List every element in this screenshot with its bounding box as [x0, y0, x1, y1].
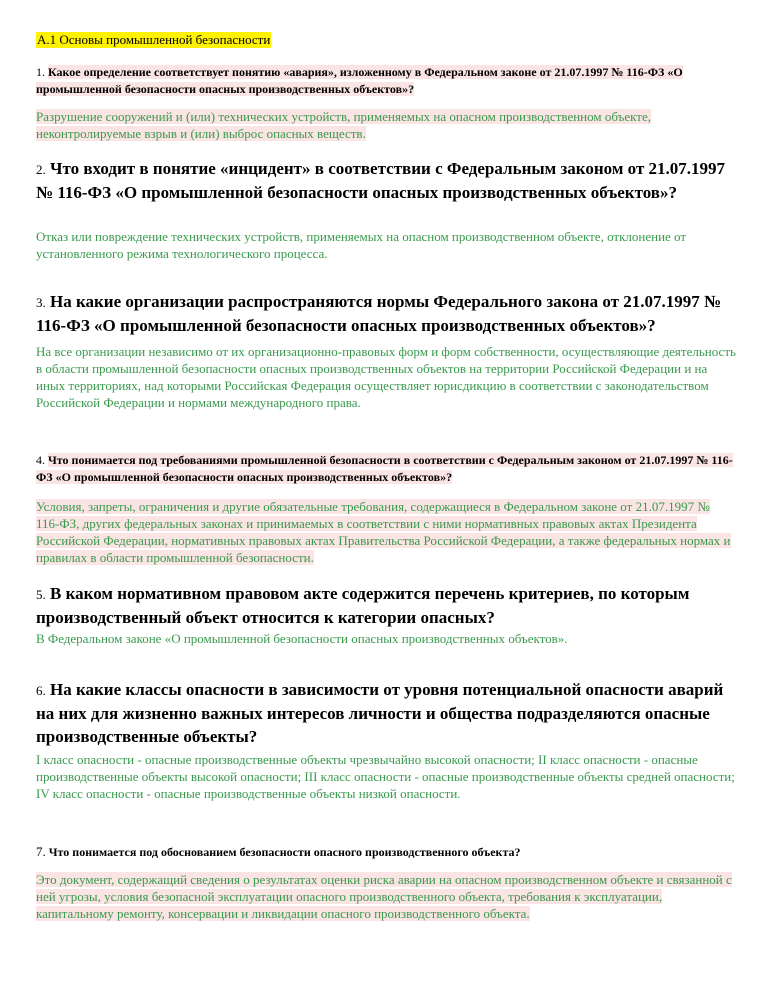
answer-text: I класс опасности - опасные производственные объекты чрезвычайно высокой опасности; II класс опасности - опасные производственные объекты высокой опасности; III класс опасности - опасные производственные объекты средней опасности; IV класс опасности - опасные производственные объекты низкой опасности.	[36, 752, 735, 801]
question-number: 7.	[36, 844, 46, 859]
question-number: 5.	[36, 587, 46, 602]
question-text: Что понимается под обоснованием безопасности опасного производственного объекта?	[48, 845, 521, 859]
answer-6	[36, 751, 736, 802]
question-text: В каком нормативном правовом акте содержится перечень критериев, по которым производственный объект относится к категории опасных?	[36, 584, 690, 627]
question-5	[36, 582, 736, 629]
question-number: 4.	[36, 453, 45, 467]
answer-text: На все организации независимо от их организационно-правовых форм и форм собственности, осуществляющие деятельность в области промышленной безопасности опасных производственных объектов на территории Российской Федерации и на иных территориях, над которыми Российская Федерация осуществляет юрисдикцию в соответствии с законодательством Российской Федерации и нормами международного права.	[36, 344, 736, 410]
answer-4	[36, 498, 736, 566]
answer-1	[36, 108, 736, 142]
answer-text: Разрушение сооружений и (или) технических устройств, применяемых на опасном производственном объекте, неконтролируемые взрыв и (или) выброс опасных веществ.	[36, 109, 651, 141]
question-2	[36, 157, 736, 204]
answer-text: Отказ или повреждение технических устройств, применяемых на опасном производственном объекте, отклонение от установленного режима технологического процесса.	[36, 229, 687, 261]
question-number: 3.	[36, 295, 46, 310]
question-text: Что входит в понятие «инцидент» в соответствии с Федеральным законом от 21.07.1997 № 116-ФЗ «О промышленной безопасности опасных производственных объектов»?	[36, 159, 726, 202]
answer-text: Это документ, содержащий сведения о результатах оценки риска аварии на опасном производственном объекте и связанной с ней угрозы, условия безопасной эксплуатации опасного производственного объекта, требования к эксплуатации, капитальному ремонту, консервации и ликвидации опасного производственного объекта.	[36, 872, 732, 921]
question-text: Что понимается под требованиями промышленной безопасности в соответствии с Федеральным законом от 21.07.1997 № 116-ФЗ «О промышленной безопасности опасных производственных объектов»?	[36, 453, 733, 484]
answer-7	[36, 871, 736, 922]
answer-5	[36, 630, 736, 647]
answer-text: В Федеральном законе «О промышленной безопасности опасных производственных объектов».	[36, 631, 568, 646]
section-title: А.1 Основы промышленной безопасности	[37, 32, 271, 47]
question-3	[36, 290, 736, 337]
answer-3	[36, 343, 736, 411]
answer-text: Условия, запреты, ограничения и другие обязательные требования, содержащиеся в Федеральном законе от 21.07.1997 № 116-ФЗ, других федеральных законах и принимаемых в соответствии с ними нормативных правовых актах Президента Российской Федерации, нормативных правовых актах Правительства Российской Федерации, а также федеральных нормах и правилах в области промышленной безопасности.	[36, 499, 731, 565]
question-1	[36, 64, 736, 98]
question-number: 6.	[36, 683, 46, 698]
question-number: 1.	[36, 65, 45, 79]
question-7	[36, 843, 736, 861]
question-text: На какие классы опасности в зависимости от уровня потенциальной опасности аварий на них для жизненно важных интересов личности и общества подразделяются опасные производственные объекты?	[36, 680, 724, 746]
question-4	[36, 452, 736, 486]
question-text: Какое определение соответствует понятию «авария», изложенному в Федеральном законе от 21.07.1997 № 116-ФЗ «О промышленной безопасности опасных производственных объектов»?	[36, 65, 683, 96]
answer-2	[36, 228, 736, 262]
question-number: 2.	[36, 162, 46, 177]
question-6	[36, 678, 736, 748]
question-text: На какие организации распространяются нормы Федерального закона от 21.07.1997 № 116-ФЗ «О промышленной безопасности опасных производственных объектов»?	[36, 292, 722, 335]
